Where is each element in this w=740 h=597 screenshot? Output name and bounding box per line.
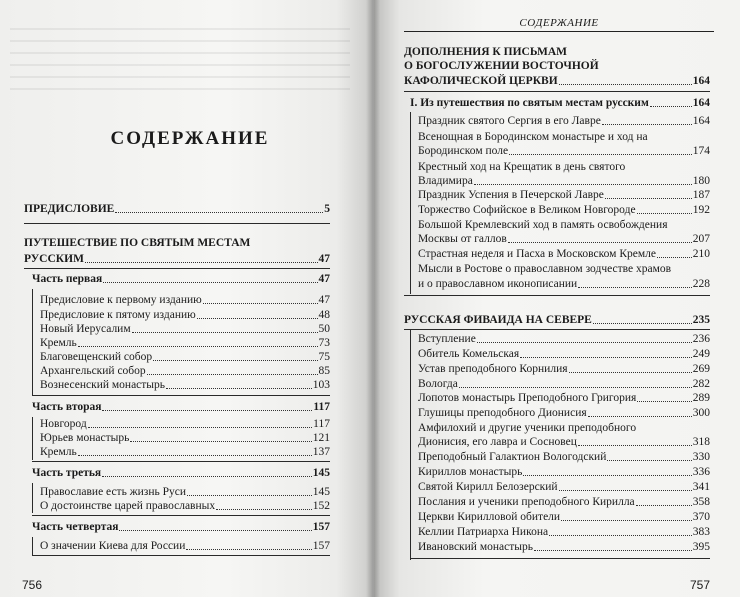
divider xyxy=(24,223,330,224)
page-title: СОДЕРЖАНИЕ xyxy=(110,128,270,149)
toc-entry-section: КАФОЛИЧЕСКОЙ ЦЕРКВИ 164 xyxy=(404,75,710,87)
toc-entry: Глушицы преподобного Дионисия 300 xyxy=(418,407,710,419)
toc-entry: О значении Киева для России 157 xyxy=(40,540,330,552)
toc-entry: Устав преподобного Корнилия 269 xyxy=(418,363,710,375)
toc-entry: Дионисия, его лавра и Сосновец 318 xyxy=(418,436,710,448)
part-bracket xyxy=(410,112,411,294)
toc-entry-line: Большой Кремлевский ход в память освобождения xyxy=(418,219,668,231)
divider xyxy=(404,91,710,92)
running-head-rule xyxy=(404,31,714,32)
toc-entry: Ивановский монастырь 395 xyxy=(418,541,710,553)
bleed-through-text xyxy=(10,28,350,98)
toc-entry: Послания и ученики преподобного Кирилла 358 xyxy=(418,496,710,508)
toc-entry: Православие есть жизнь Руси 145 xyxy=(40,486,330,498)
toc-entry: Архангельский собор 85 xyxy=(40,365,330,377)
divider xyxy=(404,329,710,330)
toc-entry: Новый Иерусалим 50 xyxy=(40,323,330,335)
toc-entry-line: Амфилохий и другие ученики преподобного xyxy=(418,422,637,434)
toc-entry: Праздник Успения в Печерской Лавре 187 xyxy=(418,189,710,201)
toc-entry: Лопотов монастырь Преподобного Григория 289 xyxy=(418,392,710,404)
toc-entry: Преподобный Галактион Вологодский 330 xyxy=(418,451,710,463)
toc-entry-part: Часть четвертая 157 xyxy=(32,521,330,533)
toc-entry: Новгород 117 xyxy=(40,418,330,430)
toc-entry: Вознесенский монастырь 103 xyxy=(40,379,330,391)
book-gutter xyxy=(366,0,380,597)
toc-entry: и о православном иконописании 228 xyxy=(418,278,710,290)
part-bracket xyxy=(32,289,33,395)
divider xyxy=(32,515,330,516)
toc-entry-line: Крестный ход на Крещатик в день святого xyxy=(418,161,626,173)
divider xyxy=(24,268,330,269)
section-title: ДОПОЛНЕНИЯ К ПИСЬМАМ xyxy=(404,46,567,58)
toc-entry: Предисловие к пятому изданию 48 xyxy=(40,309,330,321)
toc-entry-line: Всенощная в Бородинском монастыре и ход на xyxy=(418,131,648,143)
divider xyxy=(404,295,710,296)
toc-entry: Предисловие к первому изданию 47 xyxy=(40,294,330,306)
toc-entry: Страстная неделя и Пасха в Московском Кремле 210 xyxy=(418,248,710,260)
part-bracket xyxy=(32,483,33,513)
toc-entry: Вологда 282 xyxy=(418,378,710,390)
toc-entry: Кириллов монастырь 336 xyxy=(418,466,710,478)
toc-entry: Юрьев монастырь 121 xyxy=(40,432,330,444)
toc-entry: Кремль 73 xyxy=(40,337,330,349)
section-title: О БОГОСЛУЖЕНИИ ВОСТОЧНОЙ xyxy=(404,60,599,72)
toc-entry: Москвы от галлов 207 xyxy=(418,233,710,245)
toc-entry-section: РУССКАЯ ФИВАИДА НА СЕВЕРЕ 235 xyxy=(404,314,710,326)
toc-entry: О достоинстве царей православных 152 xyxy=(40,500,330,512)
toc-entry-section: РУССКИМ 47 xyxy=(24,253,330,265)
right-page xyxy=(374,0,740,597)
page-number: 756 xyxy=(22,578,43,592)
page-number: 757 xyxy=(690,578,711,592)
toc-entry: Праздник святого Сергия в его Лавре 164 xyxy=(418,115,710,127)
divider xyxy=(32,395,330,396)
toc-entry-part: Часть третья 145 xyxy=(32,467,330,479)
toc-entry: Кремль 137 xyxy=(40,446,330,458)
toc-entry-line: Мысли в Ростове о православном зодчестве храмов xyxy=(418,263,672,275)
divider xyxy=(410,558,710,559)
toc-entry-part: Часть вторая 117 xyxy=(32,401,330,413)
toc-entry: Святой Кирилл Белозерский 341 xyxy=(418,481,710,493)
part-bracket xyxy=(410,330,411,560)
part-bracket xyxy=(32,417,33,460)
toc-entry: Бородинском поле 174 xyxy=(418,145,710,157)
divider xyxy=(32,461,330,462)
toc-entry-preface: ПРЕДИСЛОВИЕ 5 xyxy=(24,203,330,215)
divider xyxy=(32,555,330,556)
section-title: ПУТЕШЕСТВИЕ ПО СВЯТЫМ МЕСТАМ xyxy=(24,237,251,249)
toc-entry: Вступление 236 xyxy=(418,333,710,345)
toc-entry-part: I. Из путешествия по святым местам русским 164 xyxy=(410,97,710,109)
toc-entry: Торжество Софийское в Великом Новгороде 192 xyxy=(418,204,710,216)
toc-entry: Обитель Комельская 249 xyxy=(418,348,710,360)
part-bracket xyxy=(32,537,33,555)
running-head: СОДЕРЖАНИЕ xyxy=(519,17,599,29)
toc-entry: Келлии Патриарха Никона 383 xyxy=(418,526,710,538)
toc-entry-part: Часть первая 47 xyxy=(32,273,330,285)
toc-entry: Благовещенский собор 75 xyxy=(40,351,330,363)
toc-entry: Церкви Кирилловой обители 370 xyxy=(418,511,710,523)
toc-entry: Владимира 180 xyxy=(418,175,710,187)
